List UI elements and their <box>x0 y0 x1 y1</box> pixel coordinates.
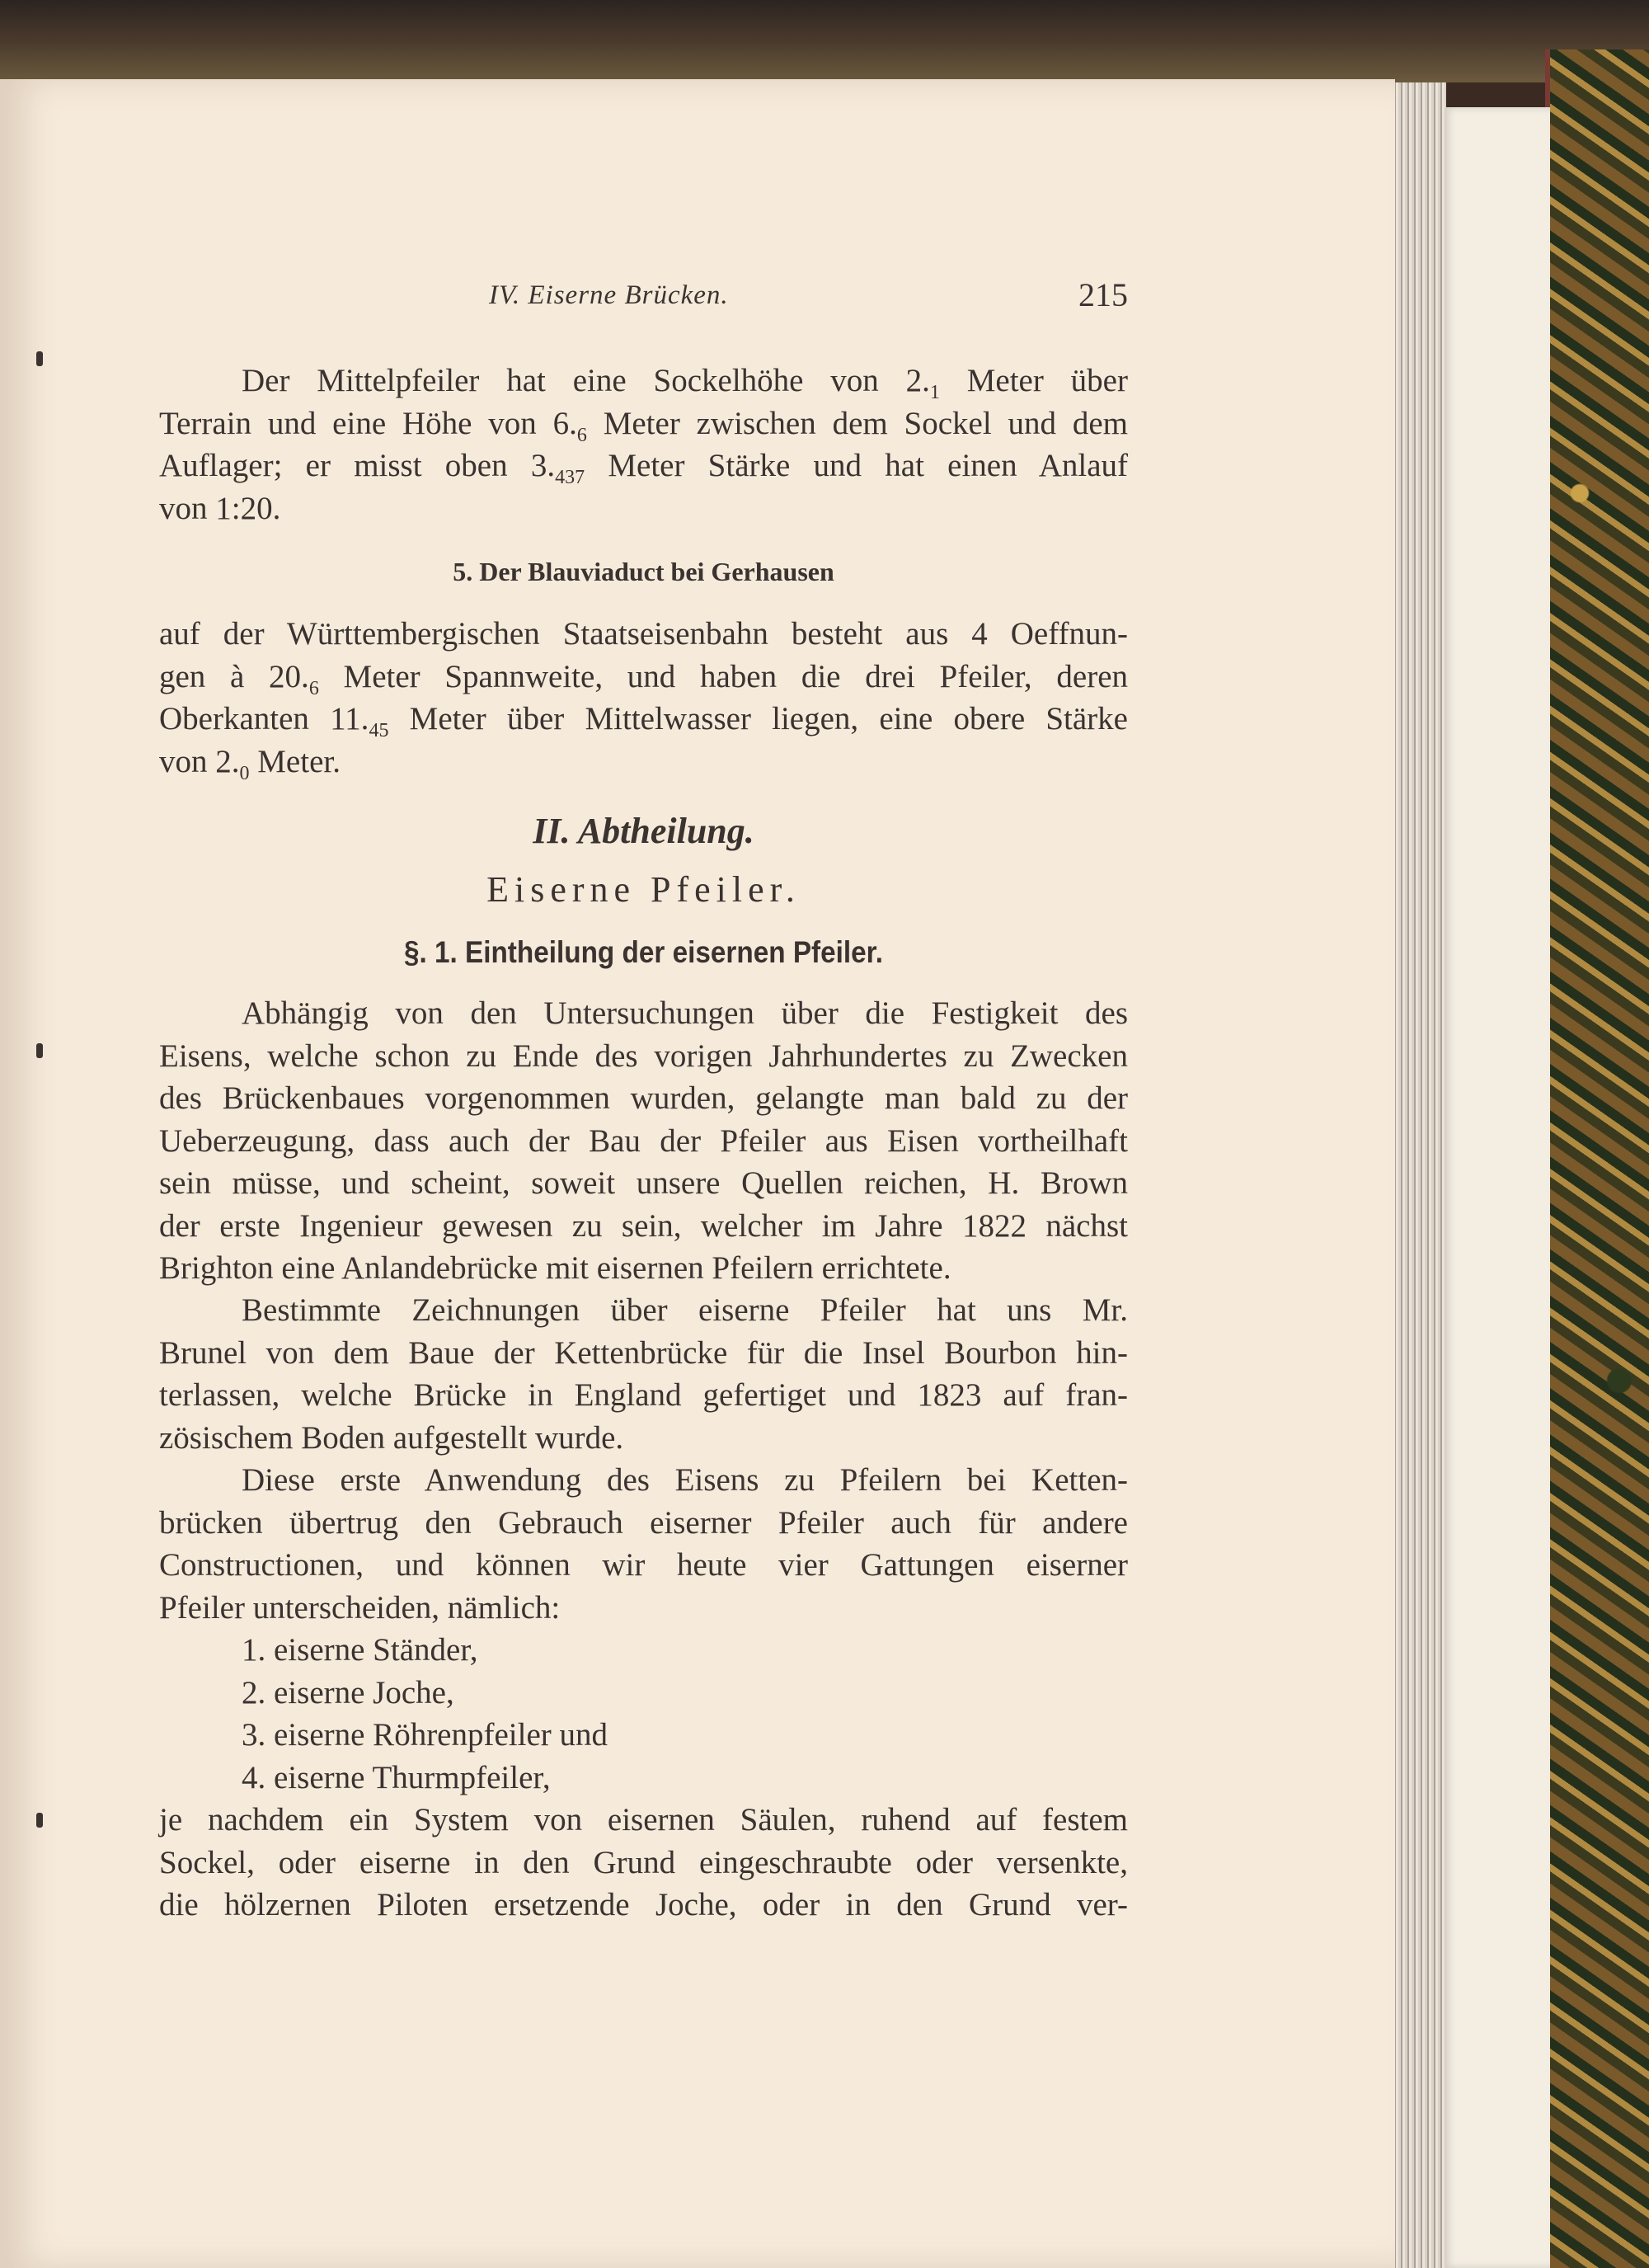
text-run: Meter zwischen dem Sockel und dem <box>586 405 1128 441</box>
paragraph-diese <box>159 1459 1128 1629</box>
text-run: Auflager; er misst oben 3. <box>159 448 556 483</box>
text-run: Brighton eine Anlandebrücke mit eisernen Pfeilern errichtete. <box>159 1250 951 1286</box>
text-line <box>159 656 1128 699</box>
text-run: 1. eiserne Ständer, <box>242 1632 478 1668</box>
text-run: die hölzernen Piloten ersetzende Joche, oder in den Grund ver- <box>159 1887 1128 1922</box>
text-run: zösischem Boden aufgestellt wurde. <box>159 1419 624 1456</box>
text-run: Brunel von dem Baue der Kettenbrücke für die Insel Bourbon hin- <box>159 1334 1128 1371</box>
paragraph-je-nachdem <box>159 1799 1128 1927</box>
text-run: auf der Württembergischen Staatseisenbahn besteht aus 4 Oeffnun- <box>159 616 1128 652</box>
text-line <box>159 1884 1128 1927</box>
margin-mark <box>36 1043 43 1058</box>
text-line <box>159 1544 1128 1587</box>
text-run: Meter über Mittelwasser liegen, eine obere Stärke <box>388 701 1128 736</box>
text-run: 3. eiserne Röhrenpfeiler und <box>242 1717 608 1753</box>
text-run: von 2. <box>159 743 240 779</box>
list-item <box>159 1757 1128 1800</box>
subscript-digits: 6 <box>308 677 319 699</box>
list-pfeiler-types <box>159 1629 1128 1799</box>
text-line <box>159 1332 1128 1375</box>
marbled-book-cover <box>1545 49 1649 2268</box>
text-run: Constructionen, und können wir heute vier Gattungen eiserner <box>159 1547 1128 1583</box>
text-line <box>159 1205 1128 1248</box>
page-number: 215 <box>1078 276 1128 313</box>
text-run: Eisens, welche schon zu Ende des vorigen Jahrhundertes zu Zwecken <box>159 1038 1128 1074</box>
heading-blauviaduct: 5. Der Blauviaduct bei Gerhausen <box>453 557 834 586</box>
text-line <box>159 1247 1128 1290</box>
text-line <box>159 1374 1128 1417</box>
running-head-title: IV. Eiserne Brücken. <box>489 280 729 310</box>
margin-mark <box>36 1813 43 1828</box>
text-line <box>159 1502 1128 1545</box>
text-run: Pfeiler unterscheiden, nämlich: <box>159 1589 561 1626</box>
heading-abtheilung: II. Abtheilung. <box>533 811 754 851</box>
text-line <box>159 487 1128 530</box>
paragraph-bestimmte <box>159 1289 1128 1459</box>
text-run: Abhängig von den Untersuchungen über die Festigkeit des <box>242 995 1128 1031</box>
text-line <box>159 1077 1128 1120</box>
text-run: Bestimmte Zeichnungen über eiserne Pfeiler hat uns Mr. <box>242 1292 1128 1328</box>
text-run: der erste Ingenieur gewesen zu sein, welcher im Jahre 1822 nächst <box>159 1207 1128 1244</box>
text-line <box>159 360 1128 402</box>
text-run: gen à 20. <box>159 658 309 694</box>
text-line <box>159 698 1128 741</box>
margin-mark <box>36 351 43 366</box>
text-run: von 1:20. <box>159 490 281 526</box>
list-item <box>159 1714 1128 1757</box>
text-run: 2. eiserne Joche, <box>242 1674 454 1710</box>
text-run: Oberkanten 11. <box>159 701 369 736</box>
text-line <box>159 1459 1128 1502</box>
text-line <box>159 1587 1128 1630</box>
text-run: Ueberzeugung, dass auch der Bau der Pfeiler aus Eisen vortheilhaft <box>159 1122 1128 1159</box>
subscript-digits: 1 <box>929 382 940 403</box>
text-line <box>159 741 1128 783</box>
page-stack-edges <box>1392 82 1446 2268</box>
text-line <box>159 1120 1128 1163</box>
subscript-digits: 437 <box>555 467 585 488</box>
text-run: Sockel, oder eiserne in den Grund eingeschraubte oder versenkte, <box>159 1844 1128 1880</box>
paragraph-mittelpfeiler <box>159 360 1128 529</box>
running-head <box>159 276 1128 322</box>
text-line <box>159 1289 1128 1332</box>
text-line <box>159 613 1128 656</box>
text-run: Terrain und eine Höhe von 6. <box>159 405 577 441</box>
text-run: Diese erste Anwendung des Eisens zu Pfeilern bei Ketten- <box>242 1462 1128 1498</box>
text-run: brücken übertrug den Gebrauch eiserner Pfeiler auch für andere <box>159 1504 1128 1541</box>
text-run: 4. eiserne Thurmpfeiler, <box>242 1759 551 1795</box>
paragraph-abhaengig <box>159 992 1128 1290</box>
list-item <box>159 1672 1128 1715</box>
text-line <box>159 1162 1128 1205</box>
list-item <box>159 1629 1128 1672</box>
text-line <box>159 1799 1128 1842</box>
subscript-digits: 0 <box>239 762 250 784</box>
text-run: Meter Stärke und hat einen Anlauf <box>585 448 1128 483</box>
heading-section-title: Eiserne Pfeiler. <box>486 869 801 910</box>
text-line <box>159 1035 1128 1078</box>
text-run: Meter Spannweite, und haben die drei Pfeiler, deren <box>318 658 1129 694</box>
paragraph-blauviaduct <box>159 613 1128 783</box>
subscript-digits: 45 <box>369 720 389 741</box>
text-line <box>159 1842 1128 1885</box>
text-run: Meter über <box>939 363 1128 398</box>
text-line <box>159 992 1128 1035</box>
text-run: terlassen, welche Brücke in England gefertiget und 1823 auf fran- <box>159 1377 1128 1413</box>
flyleaf <box>1443 107 1550 2268</box>
text-run: des Brückenbaues vorgenommen wurden, gelangte man bald zu der <box>159 1080 1128 1116</box>
text-line <box>159 1417 1128 1460</box>
heading-paragraph-1: §. 1. Eintheilung der eisernen Pfeiler. <box>403 935 884 969</box>
text-line <box>159 402 1128 445</box>
text-run: Meter. <box>249 743 341 779</box>
text-run: sein müsse, und scheint, soweit unsere Quellen reichen, H. Brown <box>159 1165 1128 1201</box>
book-top-edge <box>0 0 1649 82</box>
text-run: Der Mittelpfeiler hat eine Sockelhöhe von 2. <box>242 363 930 398</box>
text-run: je nachdem ein System von eisernen Säulen, ruhend auf festem <box>159 1802 1128 1837</box>
text-line <box>159 445 1128 487</box>
subscript-digits: 6 <box>576 424 587 446</box>
